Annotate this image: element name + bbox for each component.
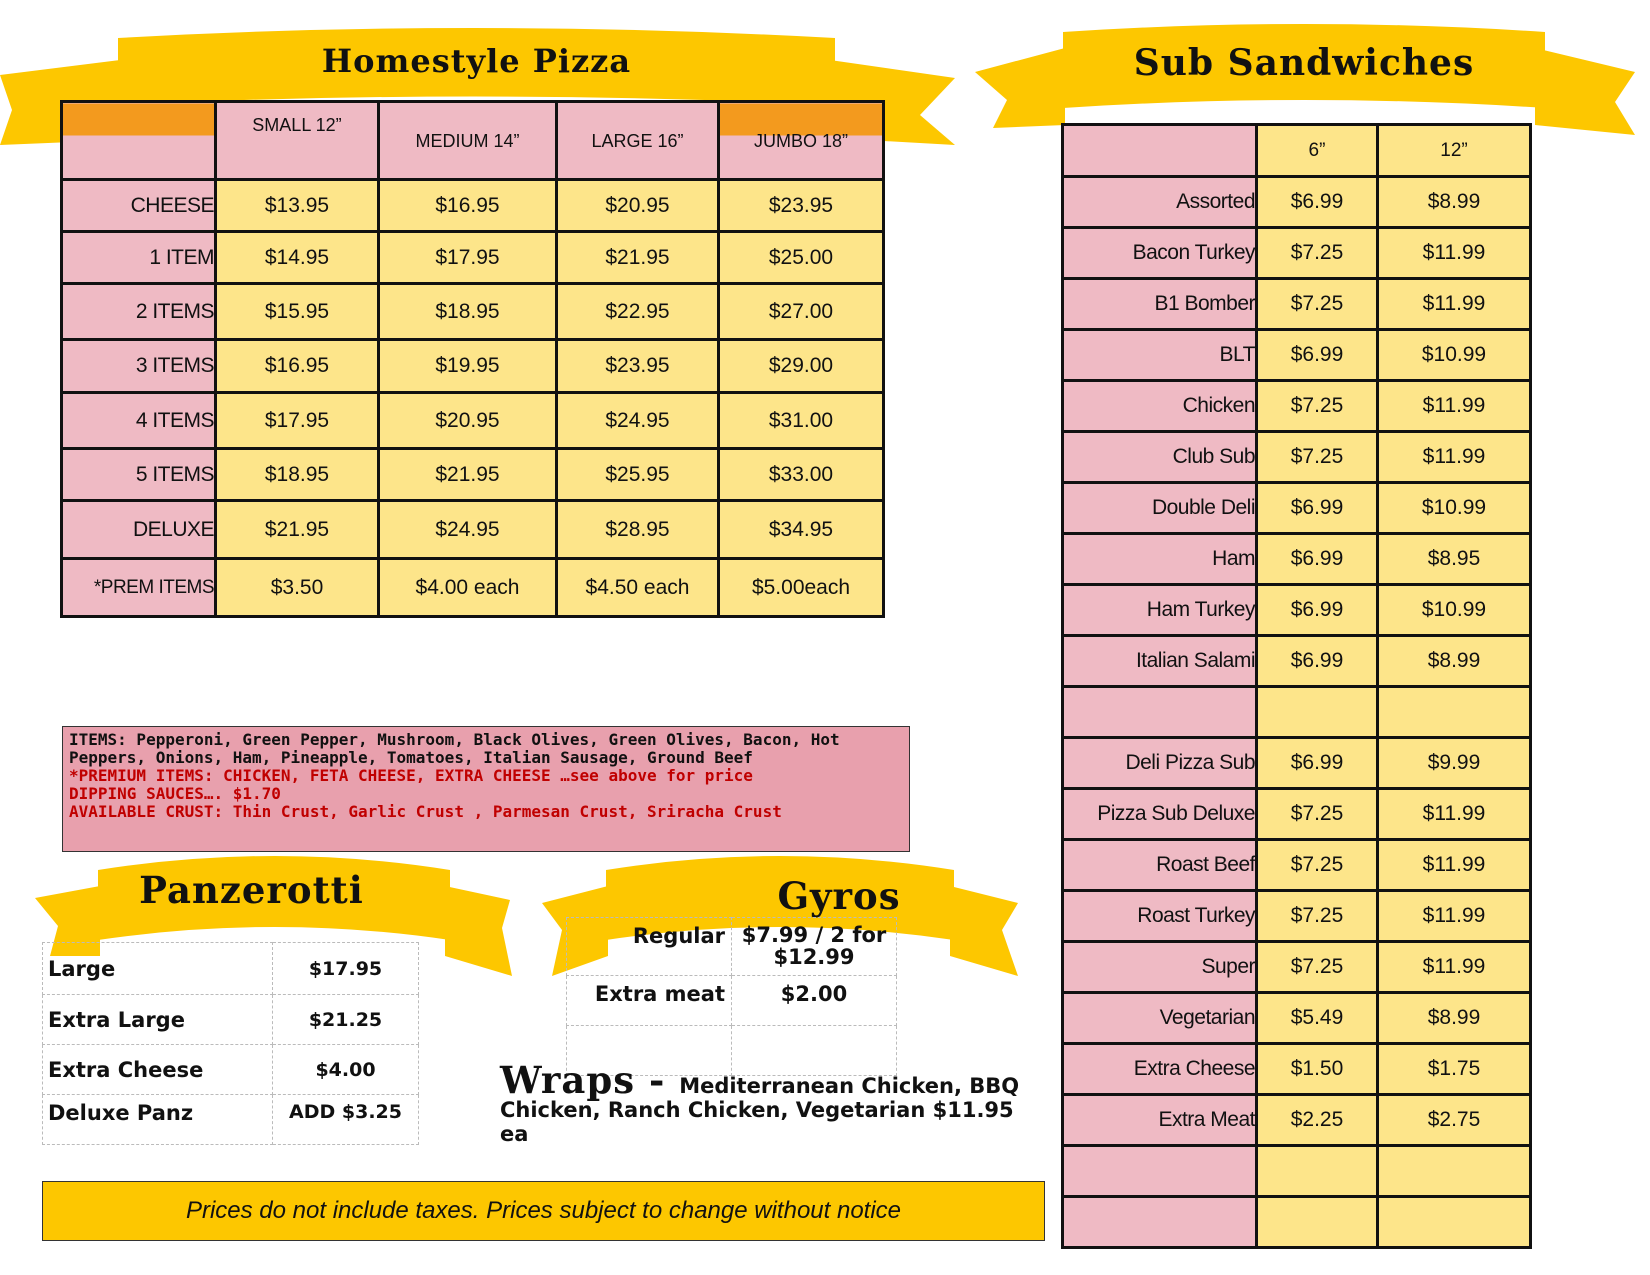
row-label: Roast Turkey <box>1063 891 1257 942</box>
price-cell: $11.99 <box>1378 228 1531 279</box>
price-disclaimer: Prices do not include taxes. Prices subject to change without notice <box>42 1181 1045 1241</box>
row-label: BLT <box>1063 330 1257 381</box>
table-row <box>1063 279 1531 330</box>
price-cell: $7.25 <box>1257 228 1378 279</box>
price-cell: $2.75 <box>1378 1095 1531 1146</box>
row-label: DELUXE <box>62 501 216 559</box>
row-label: Club Sub <box>1063 432 1257 483</box>
price-cell: $21.25 <box>273 995 419 1045</box>
price-cell: $7.25 <box>1257 381 1378 432</box>
premium-items-text: *PREMIUM ITEMS: CHICKEN, FETA CHEESE, EXTRA CHEESE …see above for price <box>69 766 753 785</box>
price-cell: $6.99 <box>1257 330 1378 381</box>
table-row <box>43 1095 419 1145</box>
price-cell: $7.99 / 2 for $12.99 <box>732 918 897 976</box>
price-cell: $10.99 <box>1378 585 1531 636</box>
dipping-sauces-text: DIPPING SAUCES…. $1.70 <box>69 784 281 803</box>
row-label: Chicken <box>1063 381 1257 432</box>
row-label: Roast Beef <box>1063 840 1257 891</box>
row-label: Extra meat <box>567 976 732 1026</box>
table-row <box>62 180 884 232</box>
price-cell: $8.95 <box>1378 534 1531 585</box>
price-cell: $23.95 <box>557 340 719 393</box>
row-label: 3 ITEMS <box>62 340 216 393</box>
price-cell: $11.99 <box>1378 789 1531 840</box>
table-row <box>1063 993 1531 1044</box>
price-cell: $21.95 <box>557 232 719 284</box>
table-row <box>1063 687 1531 738</box>
price-cell: $8.99 <box>1378 636 1531 687</box>
price-cell: $11.99 <box>1378 891 1531 942</box>
price-cell: $27.00 <box>719 284 884 340</box>
sub-header-corner <box>1063 125 1257 177</box>
row-label: Vegetarian <box>1063 993 1257 1044</box>
wraps-section <box>500 1058 1020 1146</box>
row-label: Extra Cheese <box>43 1045 273 1095</box>
table-row <box>62 449 884 501</box>
table-row <box>43 943 419 995</box>
price-cell: $10.99 <box>1378 483 1531 534</box>
price-cell: $6.99 <box>1257 738 1378 789</box>
row-label: Italian Salami <box>1063 636 1257 687</box>
table-row <box>62 559 884 617</box>
row-label <box>1063 1146 1257 1197</box>
price-cell: $19.95 <box>379 340 557 393</box>
wraps-title: Wraps <box>500 1058 636 1102</box>
table-row <box>43 1045 419 1095</box>
table-row <box>1063 483 1531 534</box>
pizza-size-jumbo: JUMBO 18” <box>719 102 884 180</box>
pizza-header-corner <box>62 102 216 180</box>
table-row <box>1063 432 1531 483</box>
row-label: B1 Bomber <box>1063 279 1257 330</box>
table-row <box>62 340 884 393</box>
row-label: 4 ITEMS <box>62 393 216 449</box>
toppings-items-text: ITEMS: Pepperoni, Green Pepper, Mushroom, Black Olives, Green Olives, Bacon, Hot Peppers, Onions, Ham, Pineapple, Tomatoes, Italian Sausage, Ground Beef <box>69 730 840 767</box>
price-cell <box>1257 687 1378 738</box>
table-row <box>1063 1197 1531 1248</box>
price-cell: $7.25 <box>1257 840 1378 891</box>
price-cell: $7.25 <box>1257 891 1378 942</box>
price-cell: $13.95 <box>216 180 379 232</box>
row-label: Deluxe Panz <box>43 1095 273 1145</box>
price-cell: $21.95 <box>379 449 557 501</box>
price-cell: $29.00 <box>719 340 884 393</box>
price-cell <box>1378 1146 1531 1197</box>
table-row <box>1063 534 1531 585</box>
price-cell: $7.25 <box>1257 432 1378 483</box>
table-row <box>1063 636 1531 687</box>
price-cell: $4.50 each <box>557 559 719 617</box>
price-cell: $17.95 <box>216 393 379 449</box>
gyros-title: Gyros <box>777 874 901 918</box>
price-cell: $17.95 <box>273 943 419 995</box>
table-row <box>1063 789 1531 840</box>
toppings-note <box>62 726 910 852</box>
row-label: Pizza Sub Deluxe <box>1063 789 1257 840</box>
price-cell: ADD $3.25 <box>273 1095 419 1145</box>
row-label: Ham <box>1063 534 1257 585</box>
table-row <box>1063 840 1531 891</box>
price-cell: $11.99 <box>1378 840 1531 891</box>
table-row <box>567 976 897 1026</box>
subs-title: Sub Sandwiches <box>1133 42 1475 84</box>
row-label: Double Deli <box>1063 483 1257 534</box>
price-cell: $10.99 <box>1378 330 1531 381</box>
row-label <box>1063 1197 1257 1248</box>
panzerotti-title: Panzerotti <box>139 868 364 912</box>
price-cell: $11.99 <box>1378 432 1531 483</box>
table-row <box>1063 942 1531 993</box>
price-cell: $20.95 <box>557 180 719 232</box>
price-cell: $2.25 <box>1257 1095 1378 1146</box>
price-cell: $25.00 <box>719 232 884 284</box>
pizza-title: Homestyle Pizza <box>321 42 632 80</box>
table-row <box>62 284 884 340</box>
price-cell: $28.95 <box>557 501 719 559</box>
row-label: 2 ITEMS <box>62 284 216 340</box>
pizza-size-large: LARGE 16” <box>557 102 719 180</box>
table-row <box>1063 1044 1531 1095</box>
price-cell: $17.95 <box>379 232 557 284</box>
table-row <box>1063 228 1531 279</box>
price-cell: $2.00 <box>732 976 897 1026</box>
row-label: Deli Pizza Sub <box>1063 738 1257 789</box>
price-cell: $5.00each <box>719 559 884 617</box>
row-label: Extra Cheese <box>1063 1044 1257 1095</box>
price-cell <box>1257 1146 1378 1197</box>
price-cell: $25.95 <box>557 449 719 501</box>
table-row <box>1063 1095 1531 1146</box>
row-label: 1 ITEM <box>62 232 216 284</box>
subs-banner <box>975 20 1645 140</box>
price-cell: $4.00 <box>273 1045 419 1095</box>
sub-size-6: 6” <box>1257 125 1378 177</box>
price-cell: $34.95 <box>719 501 884 559</box>
table-row <box>1063 891 1531 942</box>
price-cell: $23.95 <box>719 180 884 232</box>
price-cell: $20.95 <box>379 393 557 449</box>
table-row <box>1063 738 1531 789</box>
price-cell: $15.95 <box>216 284 379 340</box>
row-label: Super <box>1063 942 1257 993</box>
price-cell: $11.99 <box>1378 279 1531 330</box>
wraps-description: Mediterranean Chicken, BBQ Chicken, Ranch Chicken, Vegetarian $11.95 ea <box>500 1074 1020 1146</box>
sub-size-12: 12” <box>1378 125 1531 177</box>
price-cell <box>1378 1197 1531 1248</box>
price-cell: $11.99 <box>1378 381 1531 432</box>
price-cell: $14.95 <box>216 232 379 284</box>
price-cell: $9.99 <box>1378 738 1531 789</box>
price-cell: $16.95 <box>379 180 557 232</box>
gyros-price-table <box>566 917 897 1076</box>
price-cell: $11.99 <box>1378 942 1531 993</box>
table-row <box>1063 1146 1531 1197</box>
price-cell: $18.95 <box>379 284 557 340</box>
price-cell: $6.99 <box>1257 483 1378 534</box>
price-cell: $7.25 <box>1257 279 1378 330</box>
row-label: Large <box>43 943 273 995</box>
price-cell: $6.99 <box>1257 177 1378 228</box>
table-row <box>1063 381 1531 432</box>
row-label <box>1063 687 1257 738</box>
pizza-price-table <box>60 100 885 618</box>
price-cell: $18.95 <box>216 449 379 501</box>
panzerotti-price-table <box>42 942 419 1145</box>
table-row <box>62 393 884 449</box>
row-label: Ham Turkey <box>1063 585 1257 636</box>
price-cell: $21.95 <box>216 501 379 559</box>
table-row <box>62 501 884 559</box>
price-cell: $24.95 <box>557 393 719 449</box>
pizza-size-medium: MEDIUM 14” <box>379 102 557 180</box>
price-cell: $6.99 <box>1257 636 1378 687</box>
price-cell: $8.99 <box>1378 177 1531 228</box>
row-label: 5 ITEMS <box>62 449 216 501</box>
crust-options-text: AVAILABLE CRUST: Thin Crust, Garlic Crust , Parmesan Crust, Sriracha Crust <box>69 802 782 821</box>
price-cell: $3.50 <box>216 559 379 617</box>
price-cell: $4.00 each <box>379 559 557 617</box>
price-cell: $24.95 <box>379 501 557 559</box>
price-cell: $16.95 <box>216 340 379 393</box>
row-label: *PREM ITEMS <box>62 559 216 617</box>
price-cell: $5.49 <box>1257 993 1378 1044</box>
table-row <box>1063 585 1531 636</box>
row-label: Extra Meat <box>1063 1095 1257 1146</box>
row-label: Extra Large <box>43 995 273 1045</box>
row-label: CHEESE <box>62 180 216 232</box>
row-label: Regular <box>567 918 732 976</box>
table-row <box>1063 330 1531 381</box>
price-cell <box>1257 1197 1378 1248</box>
price-cell: $8.99 <box>1378 993 1531 1044</box>
price-cell: $1.50 <box>1257 1044 1378 1095</box>
price-cell <box>1378 687 1531 738</box>
price-cell: $31.00 <box>719 393 884 449</box>
table-row <box>62 232 884 284</box>
price-cell: $6.99 <box>1257 585 1378 636</box>
row-label: Bacon Turkey <box>1063 228 1257 279</box>
table-row <box>1063 177 1531 228</box>
price-cell: $22.95 <box>557 284 719 340</box>
price-cell: $6.99 <box>1257 534 1378 585</box>
price-cell: $7.25 <box>1257 789 1378 840</box>
table-row <box>567 918 897 976</box>
row-label: Assorted <box>1063 177 1257 228</box>
price-cell: $7.25 <box>1257 942 1378 993</box>
price-cell: $1.75 <box>1378 1044 1531 1095</box>
wraps-dash: - <box>635 1058 680 1102</box>
price-cell: $33.00 <box>719 449 884 501</box>
table-row <box>43 995 419 1045</box>
sub-price-table <box>1061 123 1532 1249</box>
pizza-size-small: SMALL 12” <box>216 102 379 180</box>
